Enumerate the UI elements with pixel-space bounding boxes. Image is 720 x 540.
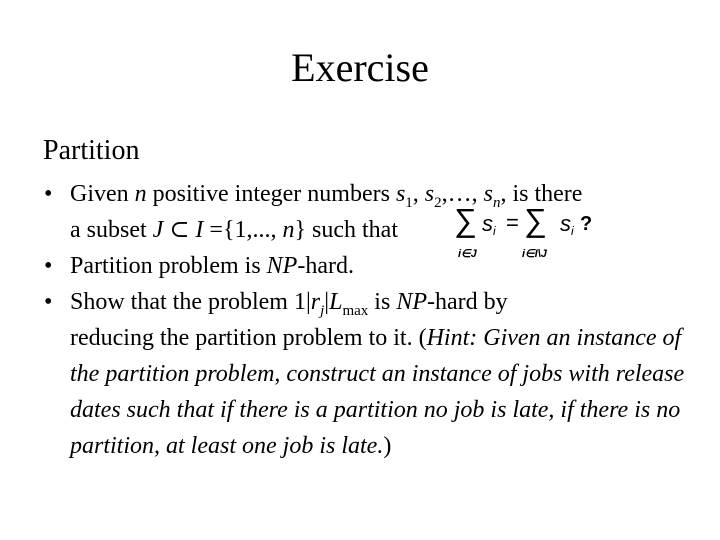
rhs-range: i∈I\J — [522, 248, 547, 260]
var-J: J — [152, 217, 164, 243]
var-s: s — [395, 181, 406, 207]
text: Given — [70, 181, 135, 207]
bullet2-text — [70, 253, 354, 279]
text: a subset — [70, 217, 153, 243]
slide-title: Exercise — [291, 45, 429, 90]
sigma-left: ∑ — [454, 202, 477, 238]
text: } such that — [294, 217, 398, 243]
bullet-marker: • — [44, 253, 53, 279]
np-term: NP — [396, 289, 427, 315]
var-n: n — [134, 181, 147, 207]
section-heading: Partition — [43, 135, 140, 166]
rhs-subscript: i — [571, 224, 574, 238]
var-n: n — [282, 217, 295, 243]
question-mark: ? — [580, 213, 593, 235]
np-term: NP — [266, 253, 298, 279]
equals-sign: = — [506, 210, 519, 235]
text: , — [412, 181, 425, 207]
subscript: 2 — [434, 194, 442, 211]
text: ={1,..., — [203, 217, 283, 243]
text: , is there — [500, 181, 583, 207]
text: reducing the partition problem to it. ( — [70, 325, 427, 351]
var-I: I — [195, 217, 204, 243]
var-s: s — [424, 181, 435, 207]
subscript: max — [342, 302, 369, 319]
subscript: 1 — [405, 194, 413, 211]
text: -hard. — [297, 253, 354, 279]
bullet-marker: • — [44, 181, 53, 207]
text: ) — [383, 433, 392, 459]
text: Show that the problem 1| — [70, 289, 311, 315]
sigma-right: ∑ — [524, 202, 547, 238]
text: | — [324, 289, 330, 315]
lhs-term: s — [482, 211, 493, 236]
lhs-range: i∈J — [458, 248, 477, 260]
lhs-subscript: i — [493, 224, 496, 238]
subscript: j — [320, 302, 325, 319]
text: positive integer numbers — [146, 181, 396, 207]
hint-text: Hint: Given an instance of the partition problem, construct an instance of jobs with release dates such that if there is a partition no job is late, if there is no partition, at least one job is late. — [70, 325, 685, 459]
rhs-term: s — [560, 211, 571, 236]
text: -hard by — [426, 289, 508, 315]
text: Partition problem is — [70, 253, 267, 279]
bullet3-text — [70, 289, 684, 459]
bullet-item-3 — [44, 284, 694, 464]
var-r: r — [310, 289, 321, 315]
subset-symbol: ⊂ — [169, 217, 190, 243]
subscript: n — [492, 194, 501, 211]
var-L: L — [329, 289, 343, 315]
bullet-marker: • — [44, 289, 53, 315]
text: ,…, — [441, 181, 484, 207]
text: is — [368, 289, 397, 315]
var-s: s — [483, 181, 493, 207]
